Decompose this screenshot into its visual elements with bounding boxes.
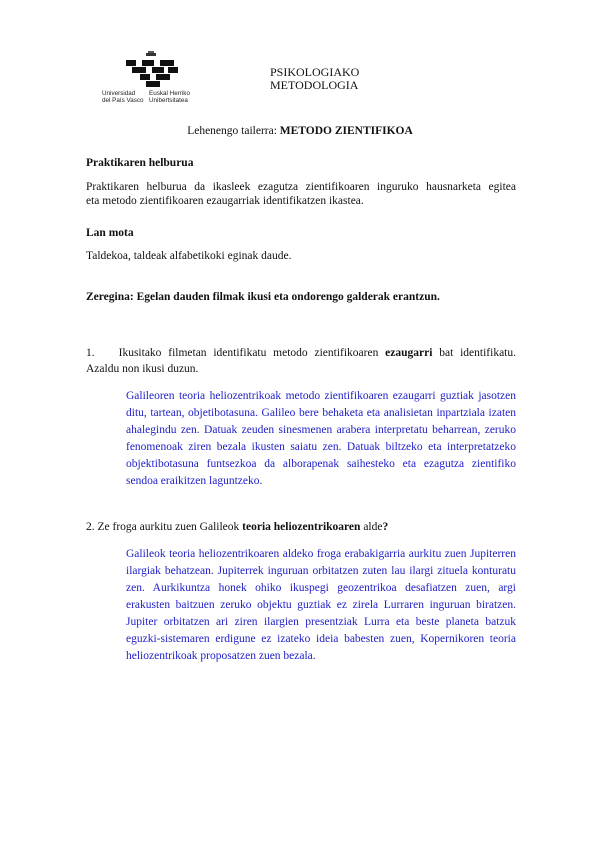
question-1-text-b: bat identifikatu. Azaldu non ikusi duzun. (86, 347, 516, 375)
upv-ehu-emblem-icon (102, 51, 210, 89)
logo-caption-eu-line1: Euskal Herriko (149, 90, 190, 97)
question-2-bold-end: ? (382, 521, 389, 533)
workshop-subtitle (0, 125, 600, 137)
section-text-helburua (86, 180, 516, 208)
logo-caption-es-line2: del País Vasco (102, 97, 144, 105)
logo-caption-es (102, 90, 144, 104)
helburua-line2: eta metodo zientifikoaren ezaugarriak identifikatzen ikastea. (86, 195, 364, 207)
question-1-number: 1. (86, 347, 95, 359)
section-heading-helburua: Praktikaren helburua (86, 157, 194, 169)
question-2-text-b: alde (360, 521, 383, 533)
question-2-text-a: Ze froga aurkitu zuen Galileok (94, 521, 243, 533)
question-2 (86, 519, 516, 535)
section-text-lanmota: Taldekoa, taldeak alfabetikoki eginak daude. (86, 250, 292, 262)
upv-ehu-logo (102, 51, 210, 107)
logo-caption-es-line1: Universidad (102, 90, 136, 97)
subtitle-bold: METODO ZIENTIFIKOA (279, 125, 413, 137)
answer-2: Galileok teoria heliozentrikoaren aldeko froga erabakigarria aurkitu zuen Jupiterren ilargiak behatzean. Jupiterrek inguruan orbitatzen zuten lau ilargi zituela konturatu zen. Aurkikuntza honek ohiko ikuspegi geozentrikoa desafiatzen zuen, argi erakusten baitzuen zeruko objektu guztiak ez zirela Lurraren inguruan biratzen. Jupiter orbitatzen ari ziren ilargien presentziak Lurra eta beste planeta batzuk eguzki-sistemaren erdigune ez izateko ideia babesten zuen, Kopernikoren teoria heliozentrikoak proposatzen zuen bezala. (126, 548, 516, 662)
task-instruction: Zeregina: Egelan dauden filmak ikusi eta ondorengo galderak erantzun. (86, 291, 440, 303)
course-title-line1: PSIKOLOGIAKO (270, 65, 360, 79)
question-2-number: 2. (86, 521, 95, 533)
answer-1: Galileoren teoria heliozentrikoak metodo zientifikoaren ezaugarri guztiak jasotzen ditu, tartean, objetibotasuna. Galileo bere behaketa eta analisietan inpartziala izaten ahalegindu zen. Datuak zeuden sinesmenen arabera interpretatu beharrean, zeruko fenomenoak ziren bezala ikusten saiatu zen. Datuak biltzeko eta interpretatzeko objektibotasuna funtsezkoa da alborapenak saihesteko eta ezagutza zientifiko sendoa eraikitzen laguntzeko. (126, 390, 516, 487)
helburua-line1: Praktikaren helburua da ikasleek ezagutza zientifikoaren inguruko hausnarketa egitea (86, 181, 516, 193)
question-1-text-a: Ikusitako filmetan identifikatu metodo zientifikoaren (118, 347, 386, 359)
question-1 (86, 345, 516, 377)
course-title-line2: METODOLOGIA (270, 78, 359, 92)
question-2-bold: teoria heliozentrikoaren (242, 521, 361, 533)
logo-caption-eu-line2: Unibertsitatea (149, 97, 188, 105)
question-1-bold: ezaugarri (385, 347, 433, 359)
logo-caption-eu (149, 90, 190, 104)
course-title (270, 66, 359, 92)
subtitle-prefix: Lehenengo tailerra: (187, 125, 280, 137)
section-heading-lanmota: Lan mota (86, 227, 134, 239)
